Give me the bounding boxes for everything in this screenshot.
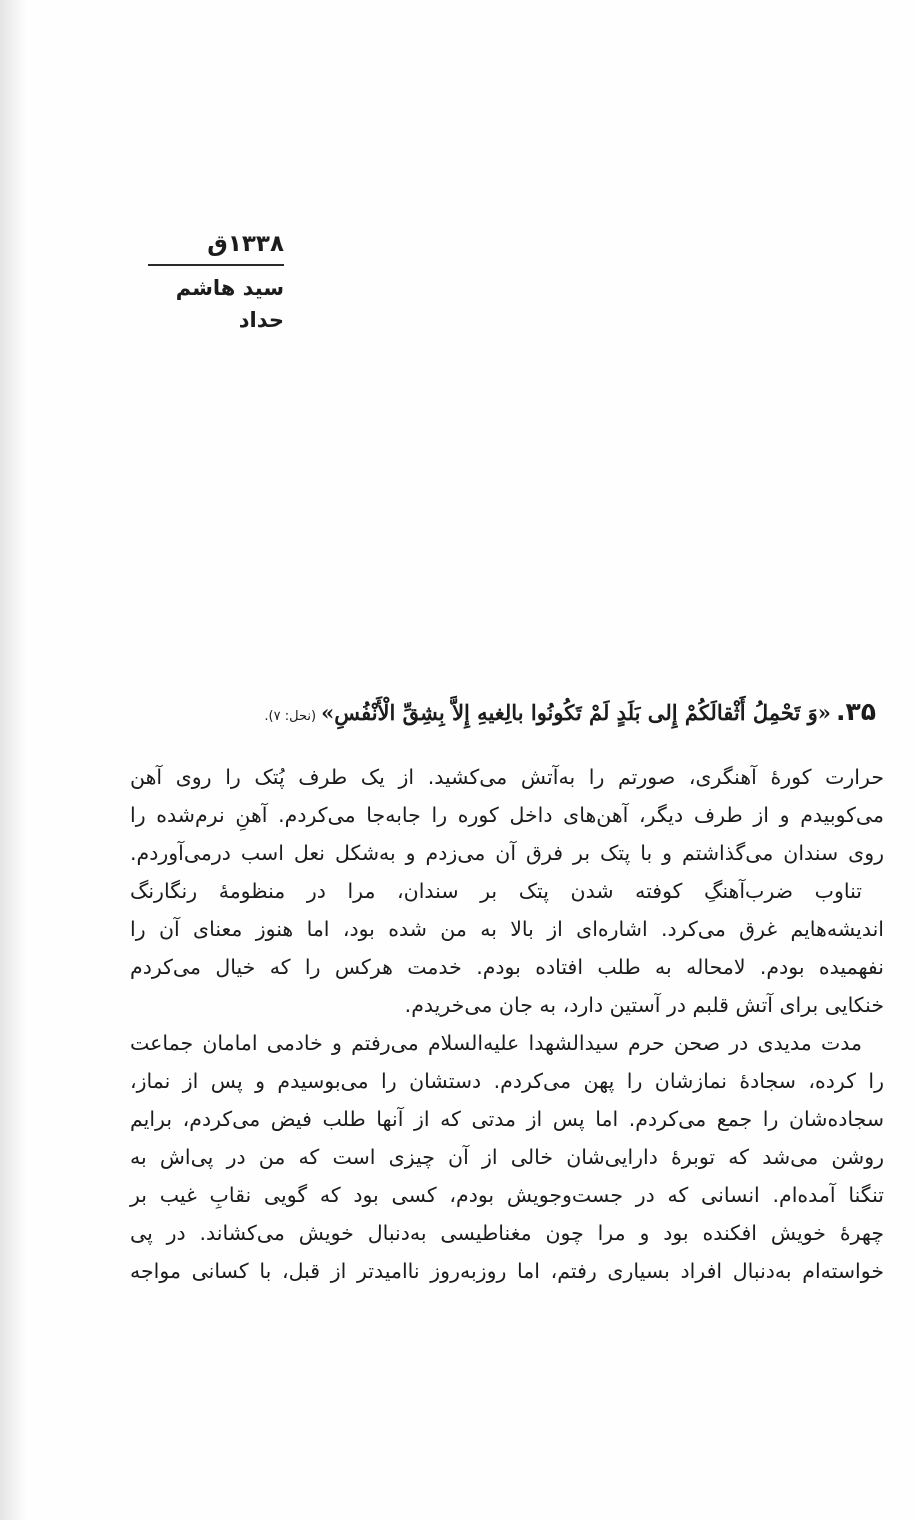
body-line: سجاده‌شان را جمع می‌کردم. اما پس از مدتی که از آنها طلب فیض می‌کردم، برایم [130,1107,884,1131]
quran-verse: «وَ تَحْمِلُ أَثْقالَكُمْ إِلى بَلَدٍ لَمْ تَكُونُوا بالِغيهِ إِلاَّ بِشِقِّ الْأَنْفُسِ» [321,700,831,725]
body-paragraphs [130,758,884,1290]
body-line: روشن می‌شد که توبرهٔ دارایی‌شان خالی از آن چیزی است که من در پی‌اش به [130,1145,884,1169]
body-line: نفهمیده بودم. لامحاله به طلب افتاده بودم. خدمت هرکس را که خیال می‌کردم [130,955,884,979]
body-line: خنکایی برای آتش قلبم در آستین دارد، به جان می‌خریدم. [404,993,884,1017]
header-date: ۱۳۳۸ق [148,228,284,266]
header-name: سید هاشم حداد [175,276,284,332]
body-line: را کرده، سجادهٔ نمازشان را پهن می‌کردم. دستشان را می‌بوسیدم و پس از نماز، [130,1069,884,1093]
body-line: خواسته‌ام به‌دنبال افراد بسیاری رفتم، اما روزبه‌روز ناامیدتر از قبل، با کسانی مواجه [130,1259,884,1283]
section-number: ۳۵. [835,697,876,726]
body-line: حرارت کورهٔ آهنگری، صورتم را به‌آتش می‌کشید. از یک طرف پُتک را روی آهن [130,765,884,789]
body-line: اندیشه‌هایم غرق می‌کرد. اشاره‌ای از بالا به من شده بود، اما هنوز معنای آن را [130,917,884,941]
body-line: می‌کوبیدم و از طرف دیگر، آهن‌های داخل کوره را جابه‌جا می‌کردم. آهنِ نرم‌شده را [130,803,884,827]
body-line: تناوب ضرب‌آهنگِ کوفته شدن پتک بر سندان، مرا در منظومهٔ رنگارنگ [130,879,862,903]
body-line: چهرهٔ خویش افکنده بود و مرا چون مغناطیسی به‌دنبال خویش می‌کشاند. در پی [130,1221,884,1245]
body-line: مدت مدیدی در صحن حرم سیدالشهدا علیه‌السلام می‌رفتم و خادمی امامان جماعت [130,1031,862,1055]
chapter-header [148,228,284,336]
verse-reference: (نحل: ۷). [264,709,317,724]
body-line: تنگنا آمده‌ام. انسانی که در جست‌وجویش بودم، کسی بود که گویی نقابِ غیب بر [130,1183,884,1207]
section-heading [130,690,876,739]
body-line: روی سندان می‌گذاشتم و با پتک بر فرق آن می‌زدم و به‌شکل نعل اسب درمی‌آوردم. [130,841,884,865]
